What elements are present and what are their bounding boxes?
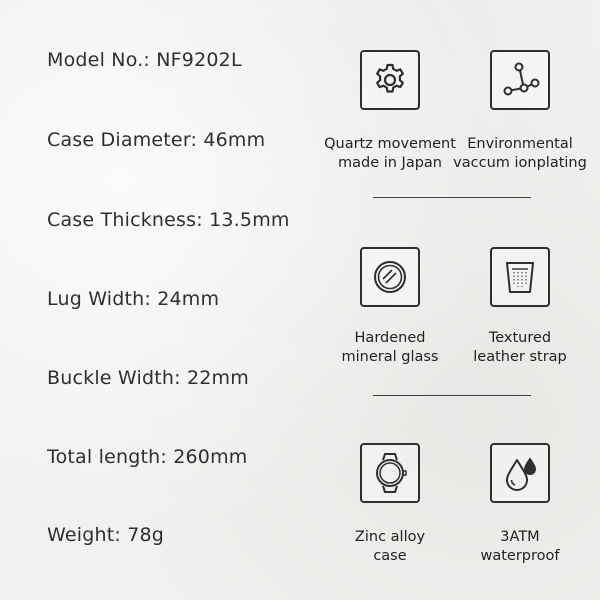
feature-glass-caption: [315, 329, 465, 367]
molecule-icon: [490, 50, 550, 110]
feature-waterproof-line2: waterproof: [480, 548, 560, 564]
feature-quartz-caption: [315, 135, 465, 173]
spec-model-number: Model No.: NF9202L: [47, 49, 242, 71]
feature-waterproof-line1: 3ATM: [500, 529, 540, 545]
feature-glass-line1: Hardened: [354, 330, 426, 346]
feature-waterproof-caption: [445, 528, 595, 566]
spec-weight: Weight: 78g: [47, 524, 165, 546]
spec-case-diameter: Case Diameter: 46mm: [47, 129, 266, 151]
feature-strap-caption: [445, 329, 595, 367]
feature-case-line2: case: [373, 548, 407, 564]
watch-glass-icon: [360, 247, 420, 307]
divider-2: [373, 395, 531, 396]
spec-case-thickness: Case Thickness: 13.5mm: [47, 209, 290, 231]
feature-strap-line2: leather strap: [473, 349, 567, 365]
spec-total-length: Total length: 260mm: [47, 446, 248, 468]
watch-case-icon: [360, 443, 420, 503]
feature-ionplating-line1: Environmental: [467, 136, 573, 152]
leather-strap-icon: [490, 247, 550, 307]
feature-glass-line2: mineral glass: [341, 349, 439, 365]
feature-quartz-line2: made in Japan: [337, 155, 442, 171]
feature-ionplating-caption: [445, 135, 595, 173]
feature-case-caption: [315, 528, 465, 566]
spec-lug-width: Lug Width: 24mm: [47, 288, 220, 310]
spec-buckle-width: Buckle Width: 22mm: [47, 367, 249, 389]
feature-ionplating-line2: vaccum ionplating: [453, 155, 587, 171]
water-drops-icon: [490, 443, 550, 503]
feature-quartz-line1: Quartz movement: [324, 136, 456, 152]
divider-1: [373, 197, 531, 198]
feature-case-line1: Zinc alloy: [354, 529, 426, 545]
feature-strap-line1: Textured: [488, 330, 552, 346]
gear-icon: [360, 50, 420, 110]
